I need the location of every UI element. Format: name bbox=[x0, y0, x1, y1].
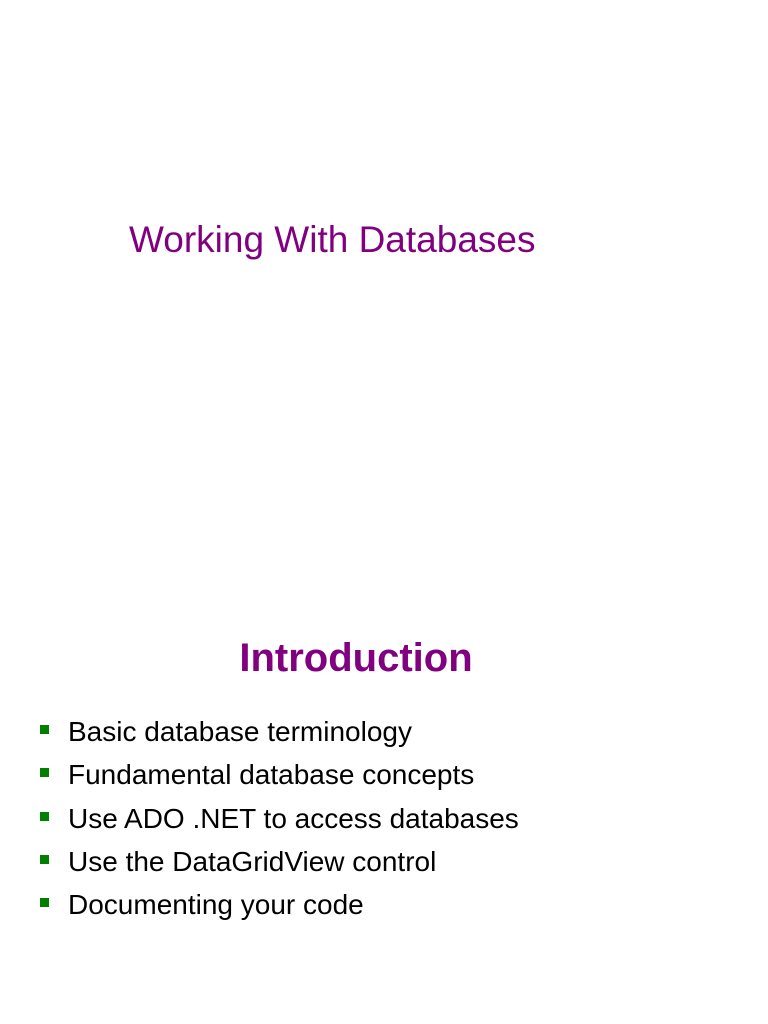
square-bullet-icon bbox=[40, 725, 49, 734]
square-bullet-icon bbox=[40, 855, 49, 864]
square-bullet-icon bbox=[40, 812, 49, 821]
bullet-list bbox=[40, 715, 519, 931]
bullet-text: Basic database terminology bbox=[68, 716, 412, 747]
bullet-text: Use the DataGridView control bbox=[68, 845, 437, 877]
slide-introduction bbox=[0, 512, 768, 1024]
square-bullet-icon bbox=[40, 768, 49, 777]
square-bullet-icon bbox=[40, 898, 49, 907]
bullet-text: Use ADO .NET to access databases bbox=[68, 802, 519, 834]
slide-heading: Introduction bbox=[239, 636, 473, 680]
bullet-text: Fundamental database concepts bbox=[68, 759, 475, 791]
list-item bbox=[40, 758, 519, 801]
list-item bbox=[40, 802, 519, 845]
deck-title: Working With Databases bbox=[129, 219, 536, 260]
bullet-text: Documenting your code bbox=[68, 889, 364, 921]
list-item bbox=[40, 845, 519, 888]
list-item bbox=[40, 888, 519, 931]
list-item bbox=[40, 715, 519, 758]
